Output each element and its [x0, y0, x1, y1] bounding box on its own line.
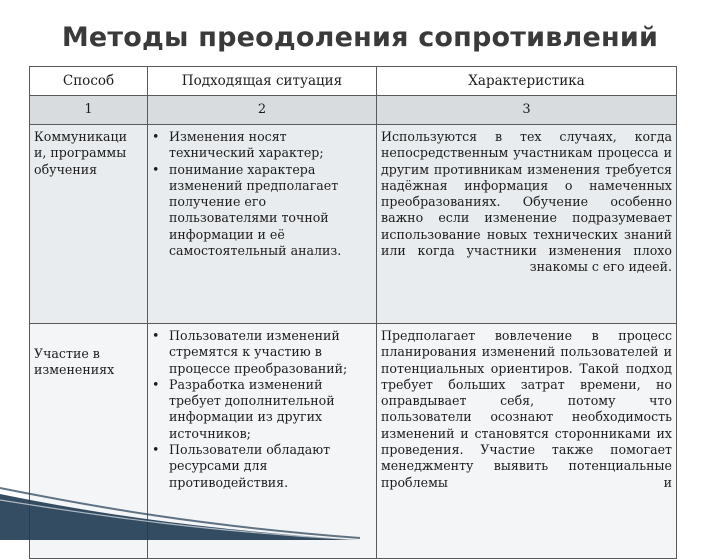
header-method: Способ [30, 67, 148, 96]
header-characteristic: Характеристика [377, 67, 677, 96]
method-text: Коммуникаци и, программы обучения [34, 129, 127, 177]
characteristic-text: Предполагает вовлечение в процесс планирования изменений пользователей и потенциальных ориентиров. Такой подход требует больших затрат времени, но оправдывает себя, потому что пользователи осознают необходимость изменений и становятся сторонниками их проведения. Участие также помогает менеджменту выявить потенциальные проблемы и [381, 328, 672, 490]
header-row [30, 67, 677, 96]
list-item: • Изменения носят технический характер; [152, 129, 372, 162]
situation-list [152, 129, 372, 259]
number-row [30, 96, 677, 125]
list-item: • Пользователи изменений стремятся к участию в процессе преобразований; [152, 328, 372, 377]
method-cell [30, 324, 148, 559]
table-row [30, 125, 677, 324]
situation-cell [148, 125, 377, 324]
characteristic-text: Используются в тех случаях, когда непосредственным участникам процесса и другим противникам изменения требуется надёжная информация о намеченных преобразованиях. Обучение особенно важно если изменение подразумевает использование новых технических знаний или когда участники изменения плохо знакомы с его идеей. [381, 129, 672, 275]
methods-table [29, 66, 677, 559]
list-item: • понимание характера изменений предполагает получение его пользователями точной информации и её самостоятельный анализ. [152, 162, 372, 260]
characteristic-cell [377, 324, 677, 559]
situation-cell [148, 324, 377, 559]
header-situation: Подходящая ситуация [148, 67, 377, 96]
list-item: • Пользователи обладают ресурсами для противодействия. [152, 442, 372, 491]
number-2: 2 [148, 96, 377, 125]
method-text: Участие в изменениях [34, 346, 115, 378]
number-1: 1 [30, 96, 148, 125]
characteristic-cell [377, 125, 677, 324]
table-row [30, 324, 677, 559]
number-3: 3 [377, 96, 677, 125]
method-cell [30, 125, 148, 324]
list-item: • Разработка изменений требует дополнительной информации из других источников; [152, 377, 372, 442]
page-title: Методы преодоления сопротивлений [61, 22, 659, 53]
situation-list [152, 328, 372, 491]
